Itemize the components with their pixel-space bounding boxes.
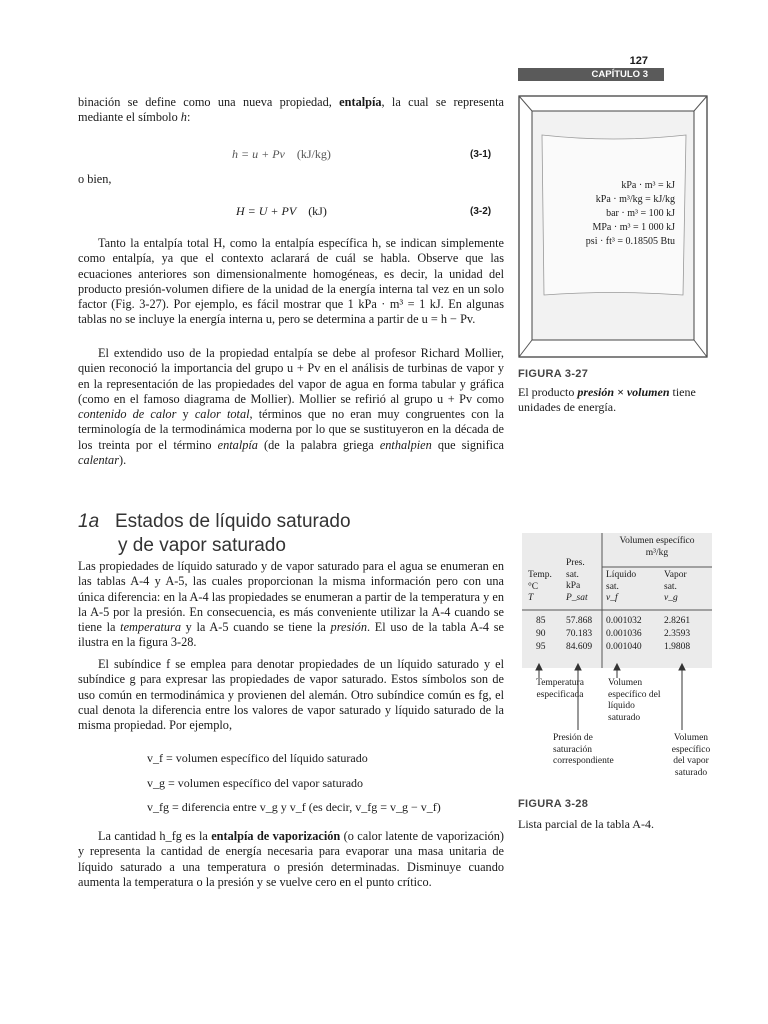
section-title-line2: y de vapor saturado (118, 535, 286, 556)
figure-3-28-label: FIGURA 3-28 (518, 798, 589, 810)
column-temp-values: 85 90 95 (536, 616, 546, 652)
paragraph-vaporization: La cantidad h_fg es la entalpía de vaporización (o calor latente de vaporización) y representa la cantidad de energía necesaria para evaporar una masa unitaria de líquido saturado a una temperatura o presión determinadas. Disminuye cuando aumenta la temperatura o la presión y se vuelve cero en el punto crítico. (78, 829, 505, 889)
chapter-label: CAPÍTULO 3 (518, 68, 664, 81)
paragraph-tables: Las propiedades de líquido saturado y de vapor saturado para el agua se enumeran en las tablas A-4 y A-5, las cuales proporcionan la misma información pero con una única diferencia: en la A-4 las propiedades se enumeran a partir de la temperatura y en la A-5 por la presión. En consecuencia, es más conveniente utilizar la A-4 cuando se tiene la temperatura y la A-5 cuando se tiene la presión. El uso de la tabla A-4 se ilustra en la figura 3-28. (78, 559, 505, 650)
intro-paragraph: binación se define como una nueva propiedad, entalpía, la cual se representa mediante el símbolo h: (78, 95, 504, 125)
figure-3-27-units: kPa · m³ = kJ kPa · m³/kg = kJ/kg bar · m³ = 100 kJ MPa · m³ = 1 000 kJ psi · ft³ = 0.18505 Btu (585, 180, 675, 247)
figure-3-28-caption: Lista parcial de la tabla A-4. (518, 817, 654, 831)
equation-number-3-2: (3-2) (470, 206, 492, 217)
column-vg-values: 2.8261 2.3593 1.9808 (664, 616, 691, 652)
column-vf-values: 0.001032 0.001036 0.001040 (606, 616, 642, 652)
header-pres: Pres. sat. kPa P_sat (566, 558, 588, 603)
figure-3-28-table (522, 533, 712, 668)
definition-vf: v_f = volumen específico del líquido saturado (147, 751, 368, 765)
annotation-vg: Volumen específico del vapor saturado (671, 733, 711, 778)
annotation-psat: Presión de saturación correspondiente (553, 733, 614, 766)
section-title: 1a Estados de líquido saturado (78, 511, 351, 532)
paragraph-mollier: El extendido uso de la propiedad entalpía se debe al profesor Richard Mollier, quien reconoció la importancia del grupo u + Pv en el análisis de turbinas de vapor y en la representación de las propiedades del vapor de agua en forma tabular y gráfica (como en el famoso diagrama de Mollier). Mollier se refirió al grupo u + Pv como contenido de calor y calor total, términos que no eran muy congruentes con la terminología de la termodinámica moderna por lo que se sustituyeron en la década de los treinta por el término entalpía (de la palabra griega enthalpien que significa calentar). (78, 346, 505, 468)
equation-3-1: h = u + Pv (kJ/kg) (232, 147, 331, 161)
header-temp: Temp. °C T (528, 570, 552, 603)
page-number: 127 (629, 55, 648, 67)
header-volume: Volumen específico m³/kg (619, 536, 695, 558)
equation-number-3-1: (3-1) (470, 149, 492, 160)
o-bien: o bien, (78, 172, 112, 186)
paragraph-subscripts: El subíndice f se emplea para denotar propiedades de un líquido saturado y el subíndice g para expresar las propiedades de vapor saturado. Estos símbolos son de uso común en termodinámica y provienen del alemán. Otro subíndice común es fg, el cual denota la diferencia entre los valores de vapor saturado y líquido saturado de la misma propiedad. Por ejemplo, (78, 657, 504, 733)
figure-3-27-label: FIGURA 3-27 (518, 368, 589, 380)
definition-vg: v_g = volumen específico del vapor saturado (147, 776, 364, 790)
figure-3-27-caption: El producto presión × volumen tiene unidades de energía. (518, 385, 696, 414)
definition-vfg: v_fg = diferencia entre v_g y v_f (es decir, v_fg = v_g − v_f) (147, 800, 441, 814)
header-liquid: Líquido sat. v_f (606, 570, 637, 603)
paragraph-enthalpy: Tanto la entalpía total H, como la entalpía específica h, se indican simplemente como entalpía, ya que el contexto aclarará de cuál se habla. Observe que las ecuaciones anteriores son dimensionalmente homogéneas, es decir, la unidad del producto presión-volumen difiere de la unidad de la energía interna tal vez en un solo factor (Fig. 3-27). Por ejemplo, es fácil mostrar que 1 kPa · m³ = 1 kJ. En algunas tablas no se incluye la energía interna u, pero se determina a partir de u = h − Pv. (78, 236, 504, 327)
equation-3-2: H = U + PV (kJ) (236, 204, 327, 218)
figure-3-27 (518, 95, 708, 358)
annotation-vf: Volumen específico del líquido saturado (608, 678, 661, 723)
header-vapor: Vapor sat. v_g (664, 570, 687, 603)
column-pres-values: 57.868 70.183 84.609 (566, 616, 593, 652)
annotation-temperature: Temperatura especificada (536, 678, 584, 700)
